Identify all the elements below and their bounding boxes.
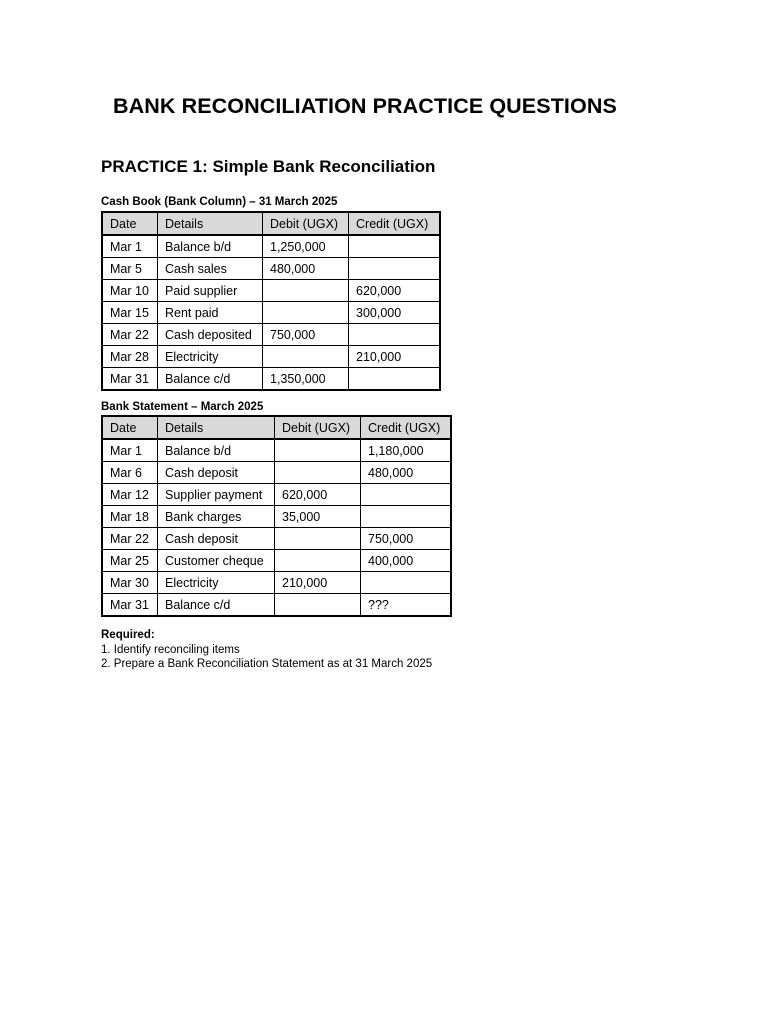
table-row [102,550,451,572]
cell-date: Mar 15 [102,302,158,324]
column-header-details: Details [158,416,275,439]
cell-debit: 620,000 [275,484,361,506]
cell-credit [361,572,452,594]
table-row [102,594,451,617]
cell-credit: 1,180,000 [361,439,452,462]
cell-debit: 1,250,000 [263,235,349,258]
table-header-row [102,212,440,235]
cell-details: Balance b/d [158,439,275,462]
cell-debit [263,346,349,368]
table-row [102,484,451,506]
column-header-debit: Debit (UGX) [275,416,361,439]
table-row [102,235,440,258]
table-row [102,528,451,550]
cell-credit [361,484,452,506]
cell-credit [349,235,441,258]
cell-debit: 210,000 [275,572,361,594]
cell-credit [349,368,441,391]
table-row [102,439,451,462]
cell-debit [275,462,361,484]
table-row [102,258,440,280]
cell-details: Cash deposited [158,324,263,346]
required-section [101,628,432,672]
cell-details: Rent paid [158,302,263,324]
cell-debit [275,528,361,550]
cell-details: Paid supplier [158,280,263,302]
bank-statement-caption: Bank Statement – March 2025 [101,401,264,413]
cell-debit: 480,000 [263,258,349,280]
table-row [102,324,440,346]
cell-date: Mar 22 [102,528,158,550]
column-header-date: Date [102,212,158,235]
cash-book-table [101,211,441,391]
table-row [102,368,440,391]
cell-credit: 480,000 [361,462,452,484]
cell-credit [349,258,441,280]
cell-details: Balance c/d [158,368,263,391]
cell-details: Cash deposit [158,462,275,484]
cash-book-rows [102,235,440,390]
cell-details: Customer cheque [158,550,275,572]
cell-date: Mar 1 [102,439,158,462]
cell-date: Mar 10 [102,280,158,302]
table-row [102,572,451,594]
cell-credit [361,506,452,528]
cell-debit [275,550,361,572]
cell-credit: ??? [361,594,452,617]
cell-debit: 750,000 [263,324,349,346]
cell-credit [349,324,441,346]
column-header-credit: Credit (UGX) [349,212,441,235]
cell-debit [275,439,361,462]
cell-date: Mar 28 [102,346,158,368]
cell-details: Supplier payment [158,484,275,506]
practice-heading: PRACTICE 1: Simple Bank Reconciliation [101,157,436,176]
cell-debit [263,280,349,302]
cell-debit [263,302,349,324]
table-header-row [102,416,451,439]
table-row [102,462,451,484]
column-header-debit: Debit (UGX) [263,212,349,235]
cell-credit: 210,000 [349,346,441,368]
cell-date: Mar 18 [102,506,158,528]
cell-credit: 300,000 [349,302,441,324]
column-header-date: Date [102,416,158,439]
column-header-details: Details [158,212,263,235]
cell-debit [275,594,361,617]
cell-details: Cash deposit [158,528,275,550]
cash-book-caption: Cash Book (Bank Column) – 31 March 2025 [101,196,338,208]
cell-credit: 400,000 [361,550,452,572]
cell-debit: 1,350,000 [263,368,349,391]
cell-debit: 35,000 [275,506,361,528]
cell-details: Electricity [158,346,263,368]
cell-date: Mar 5 [102,258,158,280]
column-header-credit: Credit (UGX) [361,416,452,439]
bank-statement-rows [102,439,451,616]
cell-date: Mar 31 [102,594,158,617]
document-title: BANK RECONCILIATION PRACTICE QUESTIONS [113,94,617,118]
cell-details: Cash sales [158,258,263,280]
cell-date: Mar 6 [102,462,158,484]
cell-date: Mar 30 [102,572,158,594]
table-row [102,506,451,528]
cell-date: Mar 12 [102,484,158,506]
table-row [102,280,440,302]
cell-date: Mar 1 [102,235,158,258]
bank-statement-table [101,415,452,617]
cell-credit: 620,000 [349,280,441,302]
cell-date: Mar 25 [102,550,158,572]
cell-date: Mar 22 [102,324,158,346]
cell-credit: 750,000 [361,528,452,550]
required-item: 1. Identify reconciling items [101,643,240,656]
table-row [102,302,440,324]
cell-details: Electricity [158,572,275,594]
cell-details: Bank charges [158,506,275,528]
table-row [102,346,440,368]
required-heading: Required: [101,629,155,641]
cell-date: Mar 31 [102,368,158,391]
required-item: 2. Prepare a Bank Reconciliation Statement as at 31 March 2025 [101,658,433,670]
cell-details: Balance c/d [158,594,275,617]
cell-details: Balance b/d [158,235,263,258]
